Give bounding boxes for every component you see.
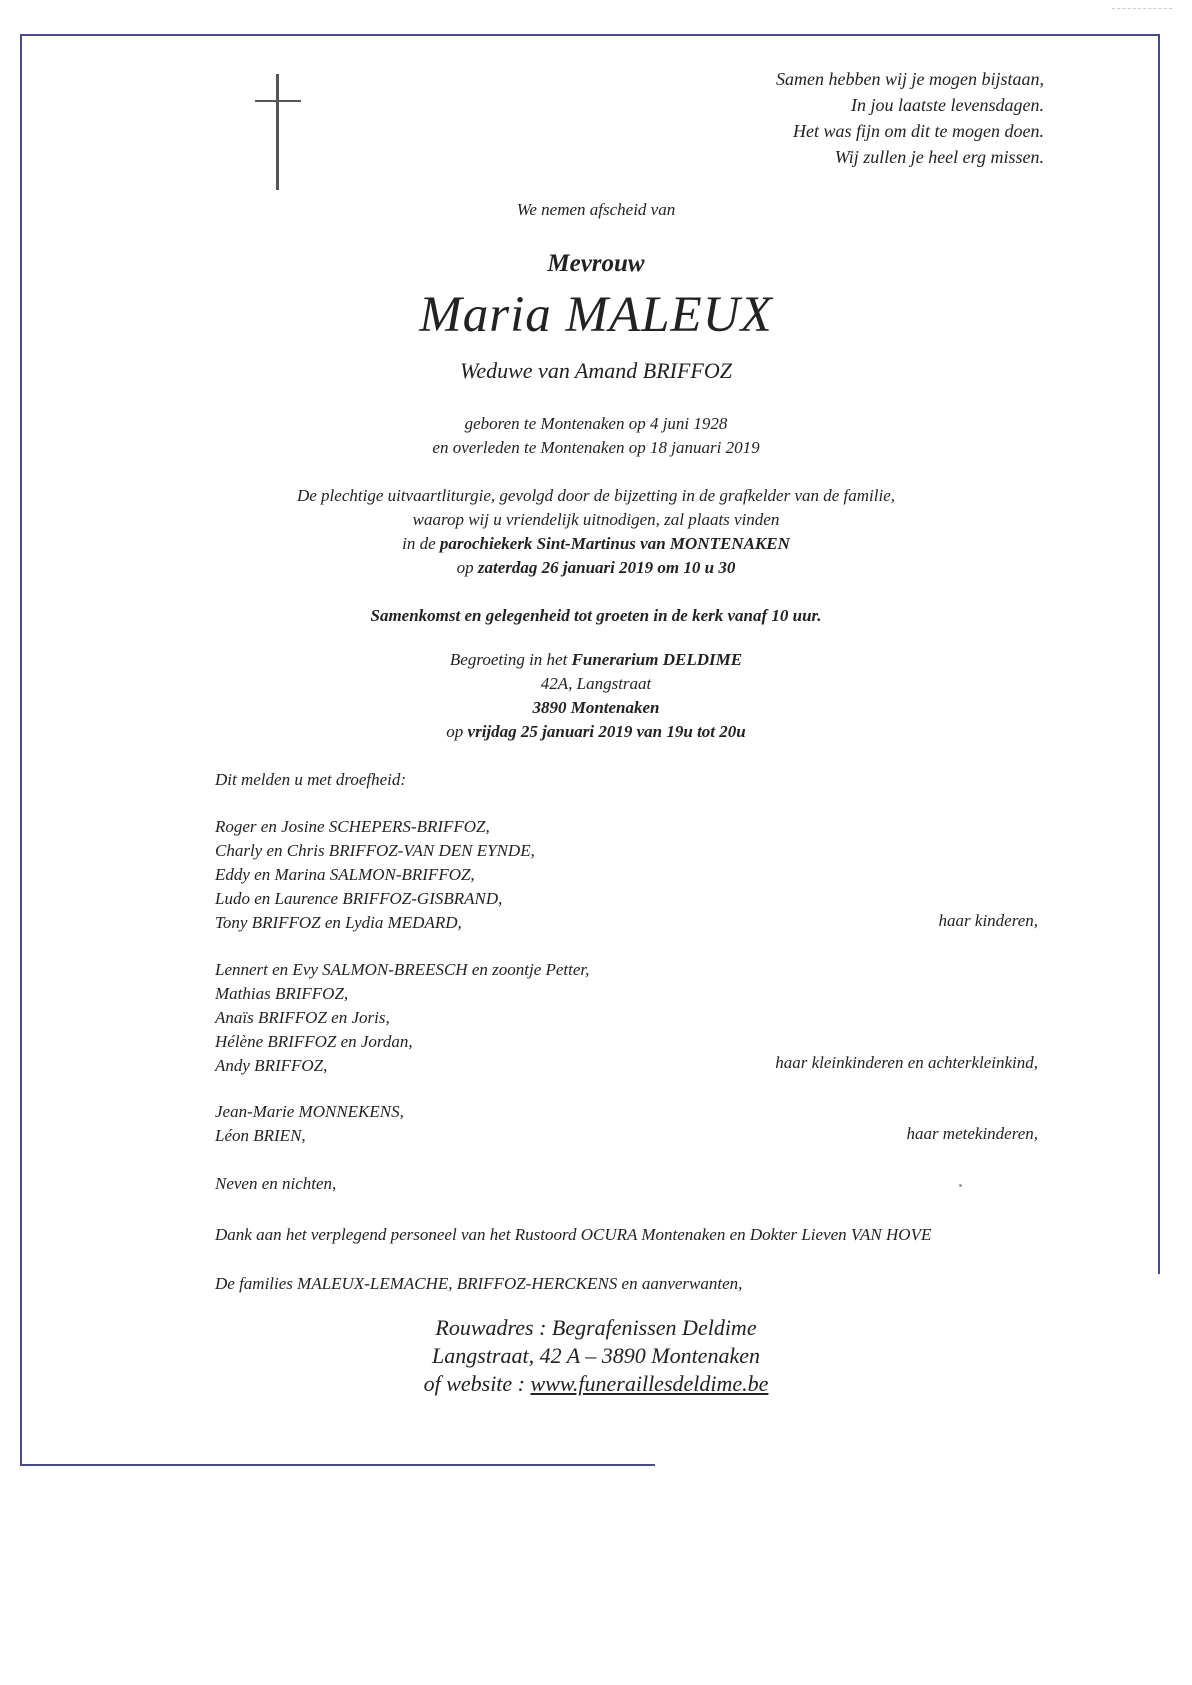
grandchildren-list: [215, 958, 589, 1078]
footer-line: Langstraat, 42 A – 3890 Montenaken: [432, 1343, 760, 1368]
footer-line: Rouwadres : Begrafenissen Deldime: [435, 1315, 757, 1340]
birth-line: geboren te Montenaken op 4 juni 1928: [464, 414, 728, 433]
gathering-info: Samenkomst en gelegenheid tot groeten in de kerk vanaf 10 uur.: [370, 606, 822, 625]
website-link[interactable]: www.funeraillesdeldime.be: [530, 1371, 769, 1396]
list-item: Mathias BRIFFOZ,: [215, 984, 349, 1003]
list-item: Léon BRIEN,: [215, 1126, 306, 1145]
church-name: parochiekerk Sint-Martinus van MONTENAKEN: [439, 534, 790, 553]
viewing-date-prefix: op: [446, 722, 468, 741]
scan-mark: [1112, 8, 1172, 9]
list-item: Charly en Chris BRIFFOZ-VAN DEN EYNDE,: [215, 841, 535, 860]
poem-line: Samen hebben wij je mogen bijstaan,: [776, 69, 1044, 89]
list-item: Andy BRIFFOZ,: [215, 1056, 328, 1075]
thanks-line: Dank aan het verplegend personeel van het Rustoord OCURA Montenaken en Dokter Lieven VAN HOVE: [215, 1225, 932, 1244]
service-date-prefix: op: [456, 558, 478, 577]
widow-of: Weduwe van Amand BRIFFOZ: [460, 358, 732, 383]
poem-line: Wij zullen je heel erg missen.: [834, 147, 1044, 167]
service-info: [0, 484, 1192, 580]
footer-address: [0, 1314, 1192, 1398]
deceased-name: Maria MALEUX: [419, 287, 773, 343]
viewing-datetime: vrijdag 25 januari 2019 van 19u tot 20u: [467, 722, 746, 741]
frame-left-border: [20, 34, 22, 1466]
list-item: Lennert en Evy SALMON-BREESCH en zoontje Petter,: [215, 960, 590, 979]
birth-death-info: [0, 412, 1192, 460]
poem-line: Het was fijn om dit te mogen doen.: [793, 121, 1044, 141]
funerarium-name: Funerarium DELDIME: [571, 650, 743, 669]
list-item: Roger en Josine SCHEPERS-BRIFFOZ,: [215, 817, 490, 836]
viewing-info: [0, 648, 1192, 744]
godchildren-relation: haar metekinderen,: [906, 1124, 1038, 1143]
service-line: waarop wij u vriendelijk uitnodigen, zal plaats vinden: [412, 510, 780, 529]
cousins-line: Neven en nichten,: [215, 1174, 337, 1193]
viewing-city: 3890 Montenaken: [532, 698, 660, 717]
viewing-date: [0, 720, 1192, 744]
list-item: Anaïs BRIFFOZ en Joris,: [215, 1008, 390, 1027]
list-item: Jean-Marie MONNEKENS,: [215, 1102, 404, 1121]
honorific: Mevrouw: [547, 250, 645, 277]
service-line: De plechtige uitvaartliturgie, gevolgd door de bijzetting in de grafkelder van de familie,: [296, 486, 896, 505]
death-line: en overleden te Montenaken op 18 januari 2019: [432, 438, 760, 457]
children-list: [215, 815, 535, 935]
footer-website-line: [0, 1370, 1192, 1398]
frame-bottom-border: [20, 1464, 655, 1466]
list-item: Eddy en Marina SALMON-BRIFFOZ,: [215, 865, 475, 884]
viewing-prefix: Begroeting in het: [449, 650, 572, 669]
godchildren-list: [215, 1100, 404, 1148]
frame-top-border: [20, 34, 1160, 36]
service-datetime: zaterdag 26 januari 2019 om 10 u 30: [477, 558, 736, 577]
intro-text: We nemen afscheid van: [516, 200, 676, 219]
viewing-place: [0, 648, 1192, 672]
service-location: [0, 532, 1192, 556]
service-date: [0, 556, 1192, 580]
footer-website-prefix: of website :: [423, 1371, 531, 1396]
viewing-street: 42A, Langstraat: [540, 674, 652, 693]
service-location-prefix: in de: [402, 534, 440, 553]
children-relation: haar kinderen,: [938, 911, 1038, 930]
announcement: Dit melden u met droefheid:: [215, 770, 407, 789]
list-item: Tony BRIFFOZ en Lydia MEDARD,: [215, 913, 462, 932]
poem: [776, 66, 1044, 170]
speck-mark: [959, 1184, 962, 1187]
list-item: Hélène BRIFFOZ en Jordan,: [215, 1032, 413, 1051]
poem-line: In jou laatste levensdagen.: [851, 95, 1044, 115]
list-item: Ludo en Laurence BRIFFOZ-GISBRAND,: [215, 889, 503, 908]
cross-icon: [255, 74, 301, 190]
families-line: De families MALEUX-LEMACHE, BRIFFOZ-HERCKENS en aanverwanten,: [215, 1274, 743, 1293]
grandchildren-relation: haar kleinkinderen en achterkleinkind,: [775, 1053, 1038, 1072]
